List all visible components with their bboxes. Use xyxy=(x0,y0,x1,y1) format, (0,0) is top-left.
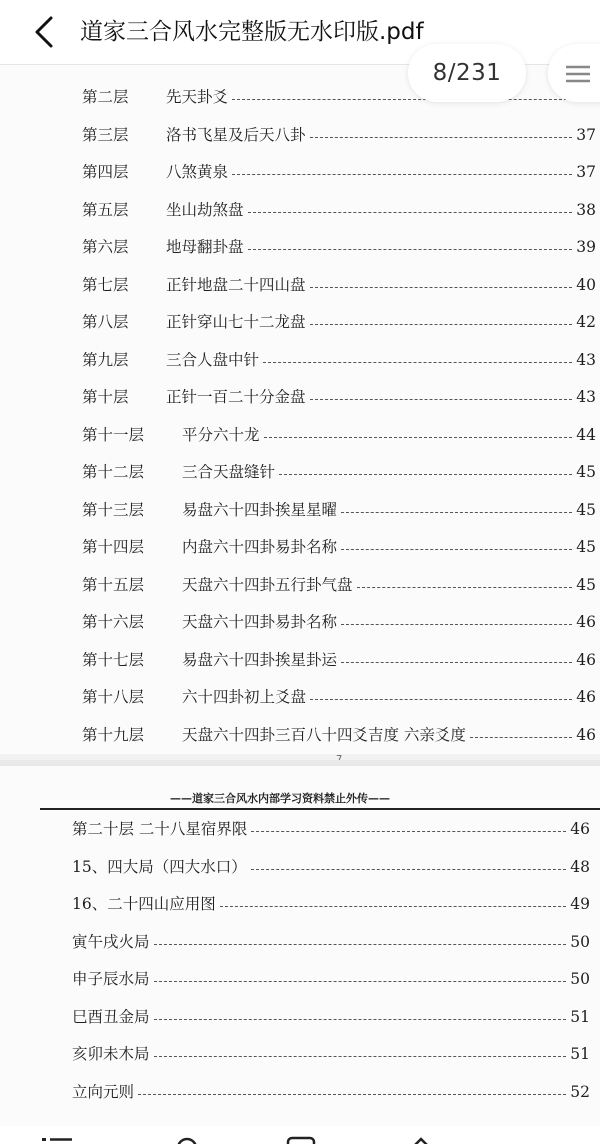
toc-entry[interactable] xyxy=(72,889,590,919)
dot-leader xyxy=(341,661,572,663)
share-icon[interactable] xyxy=(406,1136,436,1144)
toc-title: 易盘六十四卦挨星卦运 xyxy=(182,650,338,669)
toc-page-number: 43 xyxy=(576,388,596,406)
toc-title: 平分六十龙 xyxy=(182,425,260,444)
toc-level: 第十层 xyxy=(82,388,129,406)
header-rule xyxy=(40,808,600,810)
toc-title: 内盘六十四卦易卦名称 xyxy=(182,538,338,556)
pdf-page-top[interactable] xyxy=(0,64,600,754)
dot-leader xyxy=(279,473,572,475)
toc-title: 正针穿山七十二龙盘 xyxy=(166,313,306,331)
toc-entry[interactable] xyxy=(82,382,596,412)
toc-level: 第六层 xyxy=(82,238,129,256)
toc-title: 寅午戌火局 xyxy=(72,932,150,951)
toc-title: 巳酉丑金局 xyxy=(72,1007,150,1026)
toc-level: 第七层 xyxy=(82,275,129,294)
running-header: ——道家三合风水内部学习资料禁止外传—— xyxy=(170,792,390,805)
dot-leader xyxy=(341,511,572,513)
toc-title: 15、四大局（四大水口） xyxy=(72,857,247,876)
bookmark-icon[interactable] xyxy=(286,1136,316,1144)
toc-entry[interactable] xyxy=(82,457,596,487)
back-button[interactable] xyxy=(26,12,62,52)
toc-level: 第十三层 xyxy=(82,500,145,519)
dot-leader xyxy=(341,548,572,550)
toc-entry[interactable] xyxy=(72,1002,590,1032)
toc-title: 坐山劫煞盘 xyxy=(166,200,244,219)
dot-leader xyxy=(248,248,572,250)
toc-entry[interactable] xyxy=(82,645,596,675)
toc-page-number: 45 xyxy=(576,538,596,556)
dot-leader xyxy=(310,136,572,138)
chevron-left-icon xyxy=(33,15,55,49)
toc-title: 洛书飞星及后天八卦 xyxy=(166,125,306,144)
toc-level: 第十一层 xyxy=(82,425,145,444)
list-icon[interactable] xyxy=(42,1136,72,1144)
toc-page-number: 46 xyxy=(576,688,596,706)
dot-leader xyxy=(248,211,572,213)
dot-leader xyxy=(154,943,566,945)
toc-level: 第十二层 xyxy=(82,463,145,481)
toc-entry[interactable] xyxy=(82,195,596,225)
dot-leader xyxy=(357,586,572,588)
toc-level: 第二层 xyxy=(82,88,129,106)
toc-title: 八煞黄泉 xyxy=(166,163,229,181)
toc-page-number: 37 xyxy=(576,163,596,181)
dot-leader xyxy=(263,361,572,363)
toc-page-number: 51 xyxy=(570,1045,590,1063)
toc-title: 天盘六十四卦易卦名称 xyxy=(182,613,338,631)
bottom-toolbar xyxy=(0,1126,600,1144)
toc-page-number: 44 xyxy=(576,425,596,444)
toc-title: 六十四卦初上爻盘 xyxy=(182,688,307,706)
toc-entry[interactable] xyxy=(72,1077,590,1107)
toc-title: 16、二十四山应用图 xyxy=(72,895,216,913)
toc-title: 地母翻卦盘 xyxy=(166,238,244,256)
toc-title: 立向元则 xyxy=(72,1082,135,1101)
toc-entry[interactable] xyxy=(82,345,596,375)
toc-entry[interactable] xyxy=(82,157,596,187)
toc-level: 第八层 xyxy=(82,313,129,331)
toc-entry[interactable] xyxy=(72,814,590,844)
toc-page-number: 50 xyxy=(570,970,590,988)
menu-icon xyxy=(566,65,590,83)
toc-page-number: 46 xyxy=(576,725,596,744)
toc-entry[interactable] xyxy=(82,307,596,337)
toc-entry[interactable] xyxy=(82,682,596,712)
page-indicator[interactable]: 8/231 xyxy=(408,44,526,102)
dot-leader xyxy=(154,980,566,982)
toc-title: 先天卦爻 xyxy=(166,88,229,106)
toc-entry[interactable] xyxy=(82,270,596,300)
toc-level: 第五层 xyxy=(82,200,129,219)
toc-page-number: 37 xyxy=(576,125,596,144)
toc-title: 易盘六十四卦挨星星曜 xyxy=(182,500,338,519)
toc-level: 第十四层 xyxy=(82,538,145,556)
dot-leader xyxy=(310,286,572,288)
toc-level: 第十九层 xyxy=(82,725,145,744)
toc-entry[interactable] xyxy=(82,607,596,637)
toc-page-number: 42 xyxy=(576,313,596,331)
dot-leader xyxy=(310,323,572,325)
search-icon[interactable] xyxy=(172,1136,202,1144)
toc-level: 第四层 xyxy=(82,163,129,181)
toc-entry[interactable] xyxy=(82,232,596,262)
dot-leader xyxy=(232,98,572,100)
toc-page-number: 45 xyxy=(576,575,596,594)
toc-level: 第九层 xyxy=(82,350,129,369)
toc-entry[interactable] xyxy=(82,570,596,600)
dot-leader xyxy=(310,398,572,400)
toc-page-number: 45 xyxy=(576,463,596,481)
toc-title: 三合人盘中针 xyxy=(166,350,260,369)
toc-page-number: 40 xyxy=(576,275,596,294)
toc-entry[interactable] xyxy=(72,964,590,994)
dot-leader xyxy=(154,1055,566,1057)
toc-title: 三合天盘缝针 xyxy=(182,463,276,481)
dot-leader xyxy=(251,868,566,870)
toc-title: 亥卯未木局 xyxy=(72,1045,150,1063)
dot-leader xyxy=(154,1018,566,1020)
toc-page-number: 51 xyxy=(570,1007,590,1026)
pdf-page-bottom[interactable] xyxy=(0,766,600,1126)
toc-title: 申子辰水局 xyxy=(72,970,150,988)
toc-level: 第十五层 xyxy=(82,575,145,594)
toc-level: 第十八层 xyxy=(82,688,145,706)
toc-level: 第十七层 xyxy=(82,650,145,669)
toc-level: 第十六层 xyxy=(82,613,145,631)
toc-entry[interactable] xyxy=(72,927,590,957)
dot-leader xyxy=(310,698,572,700)
toc-entry[interactable] xyxy=(82,532,596,562)
toc-page-number: 46 xyxy=(570,820,590,838)
dot-leader xyxy=(232,173,572,175)
toc-title: 正针地盘二十四山盘 xyxy=(166,275,306,294)
dot-leader xyxy=(264,436,572,438)
toc-page-number: 52 xyxy=(570,1082,590,1101)
toc-page-number: 38 xyxy=(576,200,596,219)
menu-button[interactable] xyxy=(548,44,600,102)
toc-level: 第三层 xyxy=(82,125,129,144)
dot-leader xyxy=(341,623,572,625)
dot-leader xyxy=(220,905,566,907)
document-title: 道家三合风水完整版无水印版.pdf xyxy=(80,19,424,45)
toc-title: 正针一百二十分金盘 xyxy=(166,388,306,406)
dot-leader xyxy=(138,1093,566,1095)
toc-entry[interactable] xyxy=(72,1039,590,1069)
toc-page-number: 50 xyxy=(570,932,590,951)
toc-page-number: 39 xyxy=(576,238,596,256)
toc-entry[interactable] xyxy=(82,420,596,450)
toc-page-number: 48 xyxy=(570,857,590,876)
toc-page-number: 49 xyxy=(570,895,590,913)
toc-page-number: 45 xyxy=(576,500,596,519)
toc-title: 第二十层 二十八星宿界限 xyxy=(72,820,248,838)
toc-title: 天盘六十四卦五行卦气盘 xyxy=(182,575,353,594)
toc-title: 天盘六十四卦三百八十四爻吉度 六亲爻度 xyxy=(182,725,466,744)
dot-leader xyxy=(251,830,566,832)
toc-entry[interactable] xyxy=(82,720,596,750)
toc-page-number: 46 xyxy=(576,613,596,631)
toc-entry[interactable] xyxy=(82,120,596,150)
toc-entry[interactable] xyxy=(72,852,590,882)
toc-page-number: 46 xyxy=(576,650,596,669)
dot-leader xyxy=(470,736,572,738)
toc-entry[interactable] xyxy=(82,495,596,525)
toc-page-number: 43 xyxy=(576,350,596,369)
